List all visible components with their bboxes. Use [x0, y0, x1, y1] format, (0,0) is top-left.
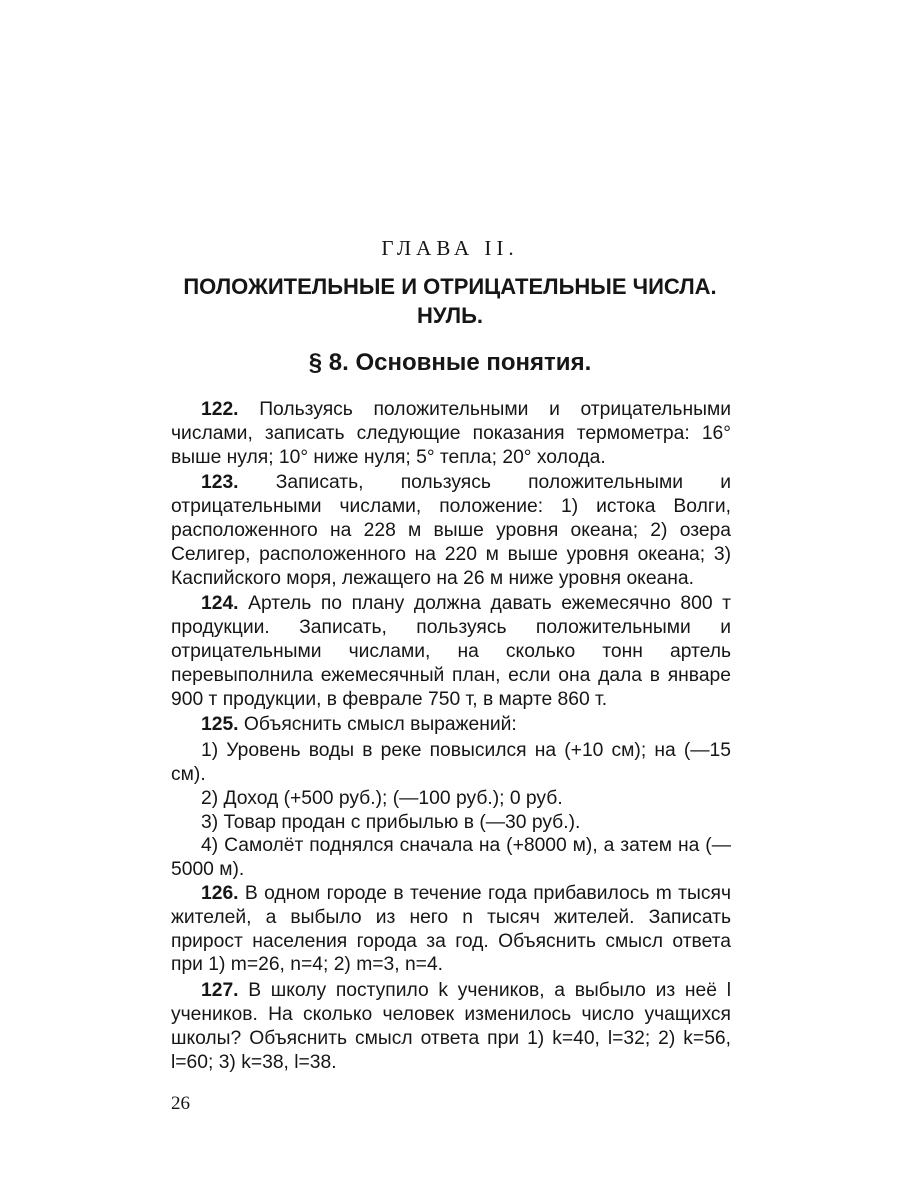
problem-122 — [171, 398, 731, 469]
problem-text: Артель по плану должна давать ежемесячно 800 т продукции. Записать, пользуясь положительными и отрицательными числами, на сколько тонн артель перевыполнила ежемесячный план, если она дала в январе 900 т продукции, в феврале 750 т, в марте 860 т. — [171, 593, 731, 710]
problem-number: 125. — [201, 714, 239, 736]
problem-125-item-1: 1) Уровень воды в реке повысился на (+10 см); на (—15 см). — [171, 740, 731, 785]
problem-list — [171, 398, 731, 1076]
problem-126 — [171, 882, 731, 977]
problem-number: 124. — [201, 593, 239, 615]
problem-number: 127. — [201, 980, 239, 1002]
problem-text: В одном городе в течение года прибавилось m тысяч жителей, а выбыло из него n тысяч жителей. Записать прирост населения города за год. Объяснить смысл ответа при 1) m=26, n=4; 2) m=3, n=4. — [171, 882, 731, 976]
chapter-title-line-2: НУЛЬ. — [416, 303, 484, 328]
problem-125-item-3: 3) Товар продан с прибылью в (—30 руб.). — [201, 811, 581, 833]
section-heading: § 8. Основные понятия. — [308, 349, 592, 376]
problem-number: 122. — [201, 399, 239, 420]
problem-125-item-4: 4) Самолёт поднялся сначала на (+8000 м), а затем на (—5000 м). — [171, 835, 731, 881]
problem-text: Пользуясь положительными и отрицательными числами, записать следующие показания термометра: 16° выше нуля; 10° ниже нуля; 5° тепла; 20° холода. — [171, 399, 731, 468]
problem-127 — [171, 979, 731, 1074]
chapter-title-line-1: ПОЛОЖИТЕЛЬНЫЕ И ОТРИЦАТЕЛЬНЫЕ ЧИСЛА. — [183, 274, 717, 299]
problem-number: 126. — [201, 882, 239, 904]
problem-text: В школу поступило k учеников, а выбыло из неё l учеников. На сколько человек изменилось число учащихся школы? Объяснить смысл ответа при 1) k=40, l=32; 2) k=56, l=60; 3) k=38, l=38. — [171, 980, 731, 1073]
page-number: 26 — [171, 1093, 190, 1114]
problem-number: 123. — [201, 472, 239, 494]
chapter-title — [150, 272, 750, 330]
problem-124 — [171, 592, 731, 711]
problem-text: Записать, пользуясь положительными и отрицательными числами, положение: 1) истока Волги, расположенного на 228 м выше уровня океана; 2) озера Селигер, расположенного на 220 м выше уровня океана; 3) Каспийского моря, лежащего на 26 м ниже уровня океана. — [171, 472, 731, 589]
problem-125-item-2: 2) Доход (+500 руб.); (—100 руб.); 0 руб. — [201, 787, 563, 809]
chapter-heading: ГЛАВА II. — [381, 236, 519, 260]
problem-125 — [171, 713, 731, 737]
problem-text: Объяснить смысл выражений: — [238, 714, 517, 736]
problem-123 — [171, 471, 731, 590]
